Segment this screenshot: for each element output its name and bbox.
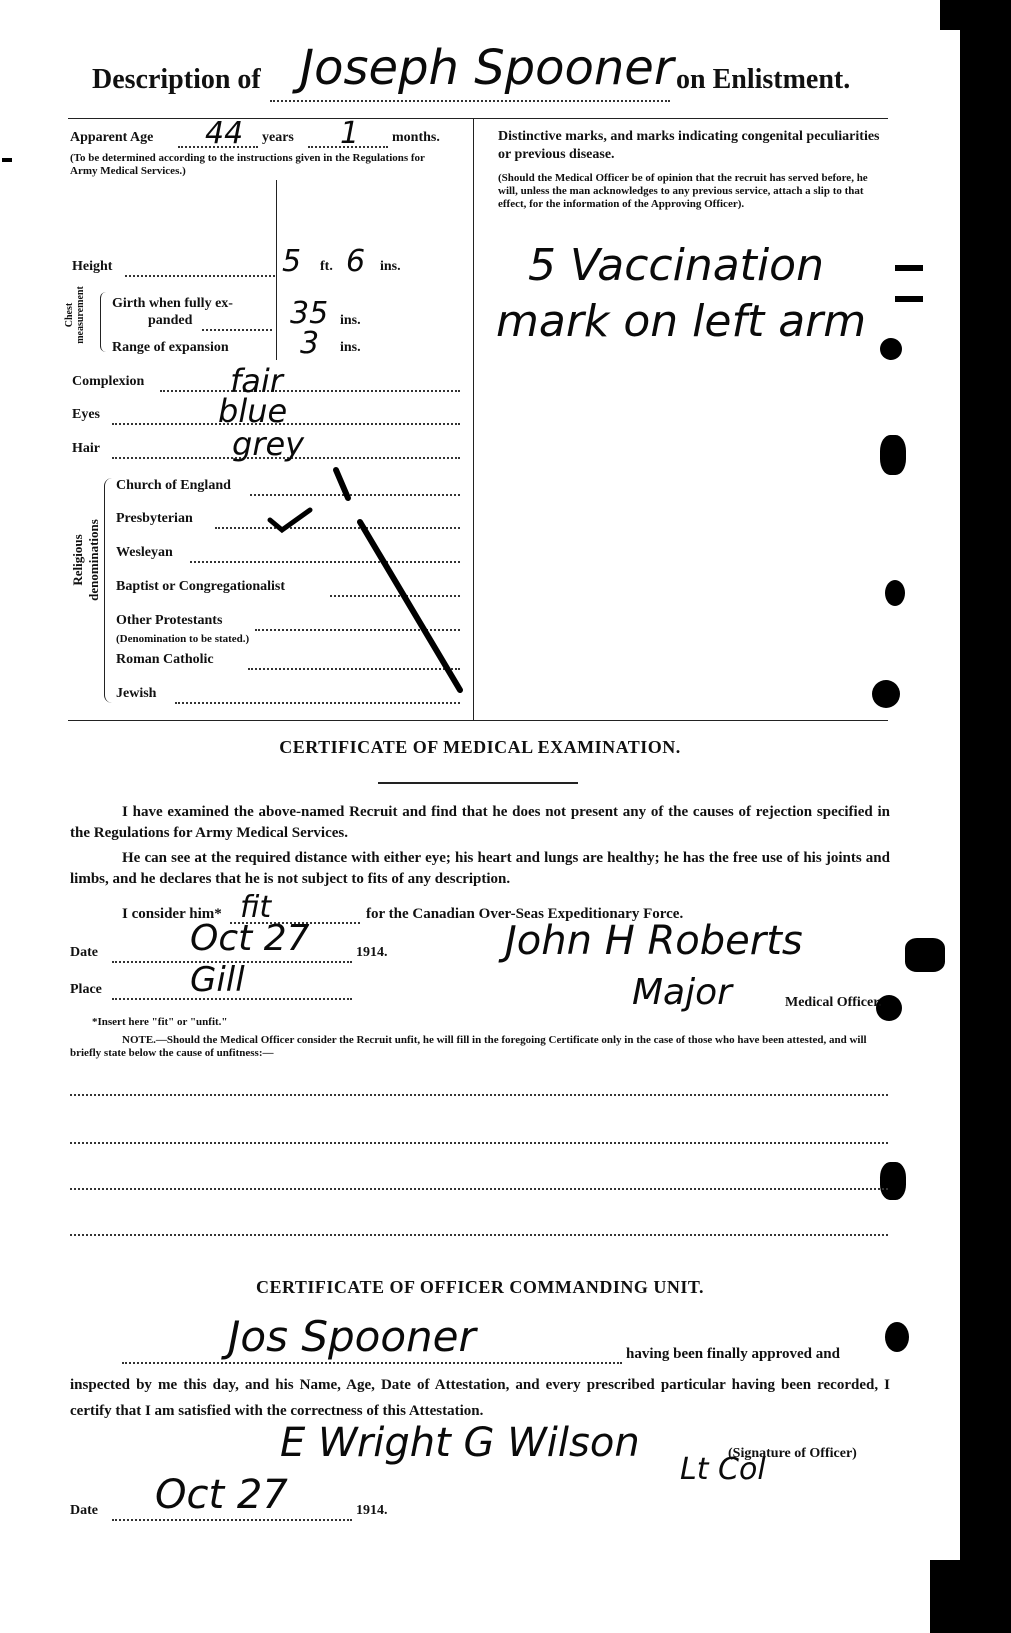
age-years-value: 44	[205, 116, 244, 151]
ft-label: ft.	[320, 259, 333, 274]
margin-mark	[2, 158, 12, 162]
medical-date-handwritten: Oct 27	[190, 918, 310, 959]
commanding-date-dotted	[112, 1519, 352, 1521]
age-note: (To be determined according to the instructions given in the Regulations for Army Medical Services.)	[70, 152, 425, 177]
religion-denomination-note: (Denomination to be stated.)	[116, 633, 250, 645]
girth-dotted	[202, 329, 272, 331]
religion-other-protestants: Other Protestants	[116, 613, 223, 628]
commanding-officer-signature: E Wright G Wilson	[280, 1420, 640, 1466]
for-force-text: for the Canadian Over-Seas Expeditionary Force.	[366, 906, 684, 922]
commanding-certificate-title: CERTIFICATE OF OFFICER COMMANDING UNIT.	[255, 1277, 705, 1297]
height-label: Height	[72, 259, 113, 274]
punch-hole	[872, 680, 900, 708]
religion-presbyterian: Presbyterian	[116, 511, 193, 526]
religion-brace	[104, 478, 113, 703]
medical-place-label: Place	[70, 982, 102, 997]
medical-date-label: Date	[70, 945, 98, 960]
distinctive-marks-note: (Should the Medical Officer be of opinion that the recruit has served before, he will, unless the man acknowledges to any previous service, attach a slip to that effect, for the information of the Approving Officer).	[498, 172, 868, 210]
religion-church-of-england: Church of England	[116, 478, 231, 493]
medical-para-2: He can see at the required distance with either eye; his heart and lungs are healthy; he has the free use of his joints and limbs, and he declares that he is not subject to fits of any description.	[70, 850, 890, 887]
girth-label-1: Girth when fully ex-	[112, 296, 233, 311]
commanding-signature-suffix: Lt Col	[680, 1452, 766, 1487]
apparent-age-label: Apparent Age	[70, 130, 154, 145]
religion-pen-marks	[240, 440, 480, 720]
unfitness-line	[70, 1234, 888, 1236]
medical-officer-signature: John H Roberts	[505, 918, 803, 964]
medical-place-handwritten: Gill	[190, 960, 245, 1000]
religion-roman-catholic: Roman Catholic	[116, 652, 214, 667]
eyes-value: blue	[218, 392, 288, 430]
age-months-value: 1	[340, 116, 360, 151]
scan-border-right	[960, 0, 1011, 1633]
top-rule	[68, 118, 888, 119]
margin-mark	[880, 1002, 900, 1007]
punch-hole	[905, 938, 945, 972]
values-column-line	[276, 180, 277, 360]
months-label: months.	[392, 130, 440, 145]
marks-line-2-handwritten: mark on left arm	[496, 296, 867, 347]
range-ins-label: ins.	[340, 340, 361, 355]
punch-hole	[885, 1322, 909, 1352]
girth-label-2: panded	[148, 313, 193, 328]
fit-value-handwritten: fit	[240, 890, 272, 925]
medical-officer-label: Medical Officer.	[785, 995, 882, 1010]
height-ft-value: 5	[282, 244, 302, 279]
header-on-enlistment: on Enlistment.	[676, 64, 851, 95]
years-label: years	[262, 130, 294, 145]
title-rule	[378, 782, 578, 784]
eyes-label: Eyes	[72, 407, 100, 422]
unfit-note: NOTE.—Should the Medical Officer consider the Recruit unfit, he will fill in the foregoing Certificate only in the case of those who have been attested, and will briefly state below the cause of unfitness:—	[70, 1034, 867, 1059]
ins-label: ins.	[380, 259, 401, 274]
chest-brace	[100, 292, 109, 352]
commanding-having-text: having been finally approved and	[626, 1346, 840, 1362]
religious-denominations-label: Religious denominations	[70, 519, 101, 601]
complexion-label: Complexion	[72, 374, 145, 389]
commanding-name-handwritten: Jos Spooner	[228, 1312, 476, 1361]
range-label: Range of expansion	[112, 340, 229, 355]
medical-officer-rank: Major	[632, 972, 732, 1013]
medical-certificate-title: CERTIFICATE OF MEDICAL EXAMINATION.	[279, 737, 681, 757]
chest-measurement-label: Chest measurement	[64, 286, 86, 344]
section-rule	[68, 720, 888, 721]
commanding-date-handwritten: Oct 27	[155, 1472, 288, 1518]
commanding-para: inspected by me this day, and his Name, Age, Date of Attestation, and every prescribed particular having been recorded, I certify that I am satisfied with the correctness of this Attestation.	[70, 1377, 890, 1419]
distinctive-marks-heading: Distinctive marks, and marks indicating congenital peculiarities or previous disease.	[498, 129, 880, 162]
religion-baptist: Baptist or Congregationalist	[116, 579, 286, 594]
commanding-name-dotted	[122, 1362, 622, 1364]
punch-hole	[880, 338, 902, 360]
unfitness-line	[70, 1188, 888, 1190]
name-dotted-line	[270, 100, 670, 102]
punch-hole	[880, 1162, 906, 1200]
religion-wesleyan: Wesleyan	[116, 545, 173, 560]
punch-hole	[880, 435, 906, 475]
medical-year: 1914.	[356, 945, 388, 960]
range-value: 3	[300, 326, 320, 361]
complexion-value: fair	[230, 362, 283, 400]
religion-jewish: Jewish	[116, 686, 157, 701]
complexion-dotted	[160, 390, 460, 392]
margin-mark	[895, 265, 923, 271]
margin-mark	[895, 296, 923, 302]
scan-border-top-right	[940, 0, 960, 30]
unfitness-line	[70, 1142, 888, 1144]
recruit-name-handwritten: Joseph Spooner	[300, 40, 674, 96]
punch-hole	[885, 580, 905, 606]
hair-label: Hair	[72, 441, 100, 456]
unfitness-line	[70, 1094, 888, 1096]
commanding-date-label: Date	[70, 1503, 98, 1518]
girth-value: 35	[290, 296, 329, 331]
consider-label: I consider him*	[122, 906, 222, 922]
height-in-value: 6	[346, 244, 366, 279]
commanding-year: 1914.	[356, 1503, 388, 1518]
girth-ins-label: ins.	[340, 313, 361, 328]
medical-para-1: I have examined the above-named Recruit and find that he does not present any of the causes of rejection specified in the Regulations for Army Medical Services.	[70, 804, 890, 841]
marks-line-1-handwritten: 5 Vaccination	[528, 240, 824, 291]
header-description-of: Description of	[92, 64, 261, 95]
height-dotted	[125, 275, 275, 277]
hair-value: grey	[232, 425, 305, 463]
insert-fit-note: *Insert here "fit" or "unfit."	[92, 1016, 228, 1028]
scan-border-bottom-right	[930, 1560, 960, 1633]
signature-of-officer-label: (Signature of Officer)	[728, 1446, 857, 1461]
